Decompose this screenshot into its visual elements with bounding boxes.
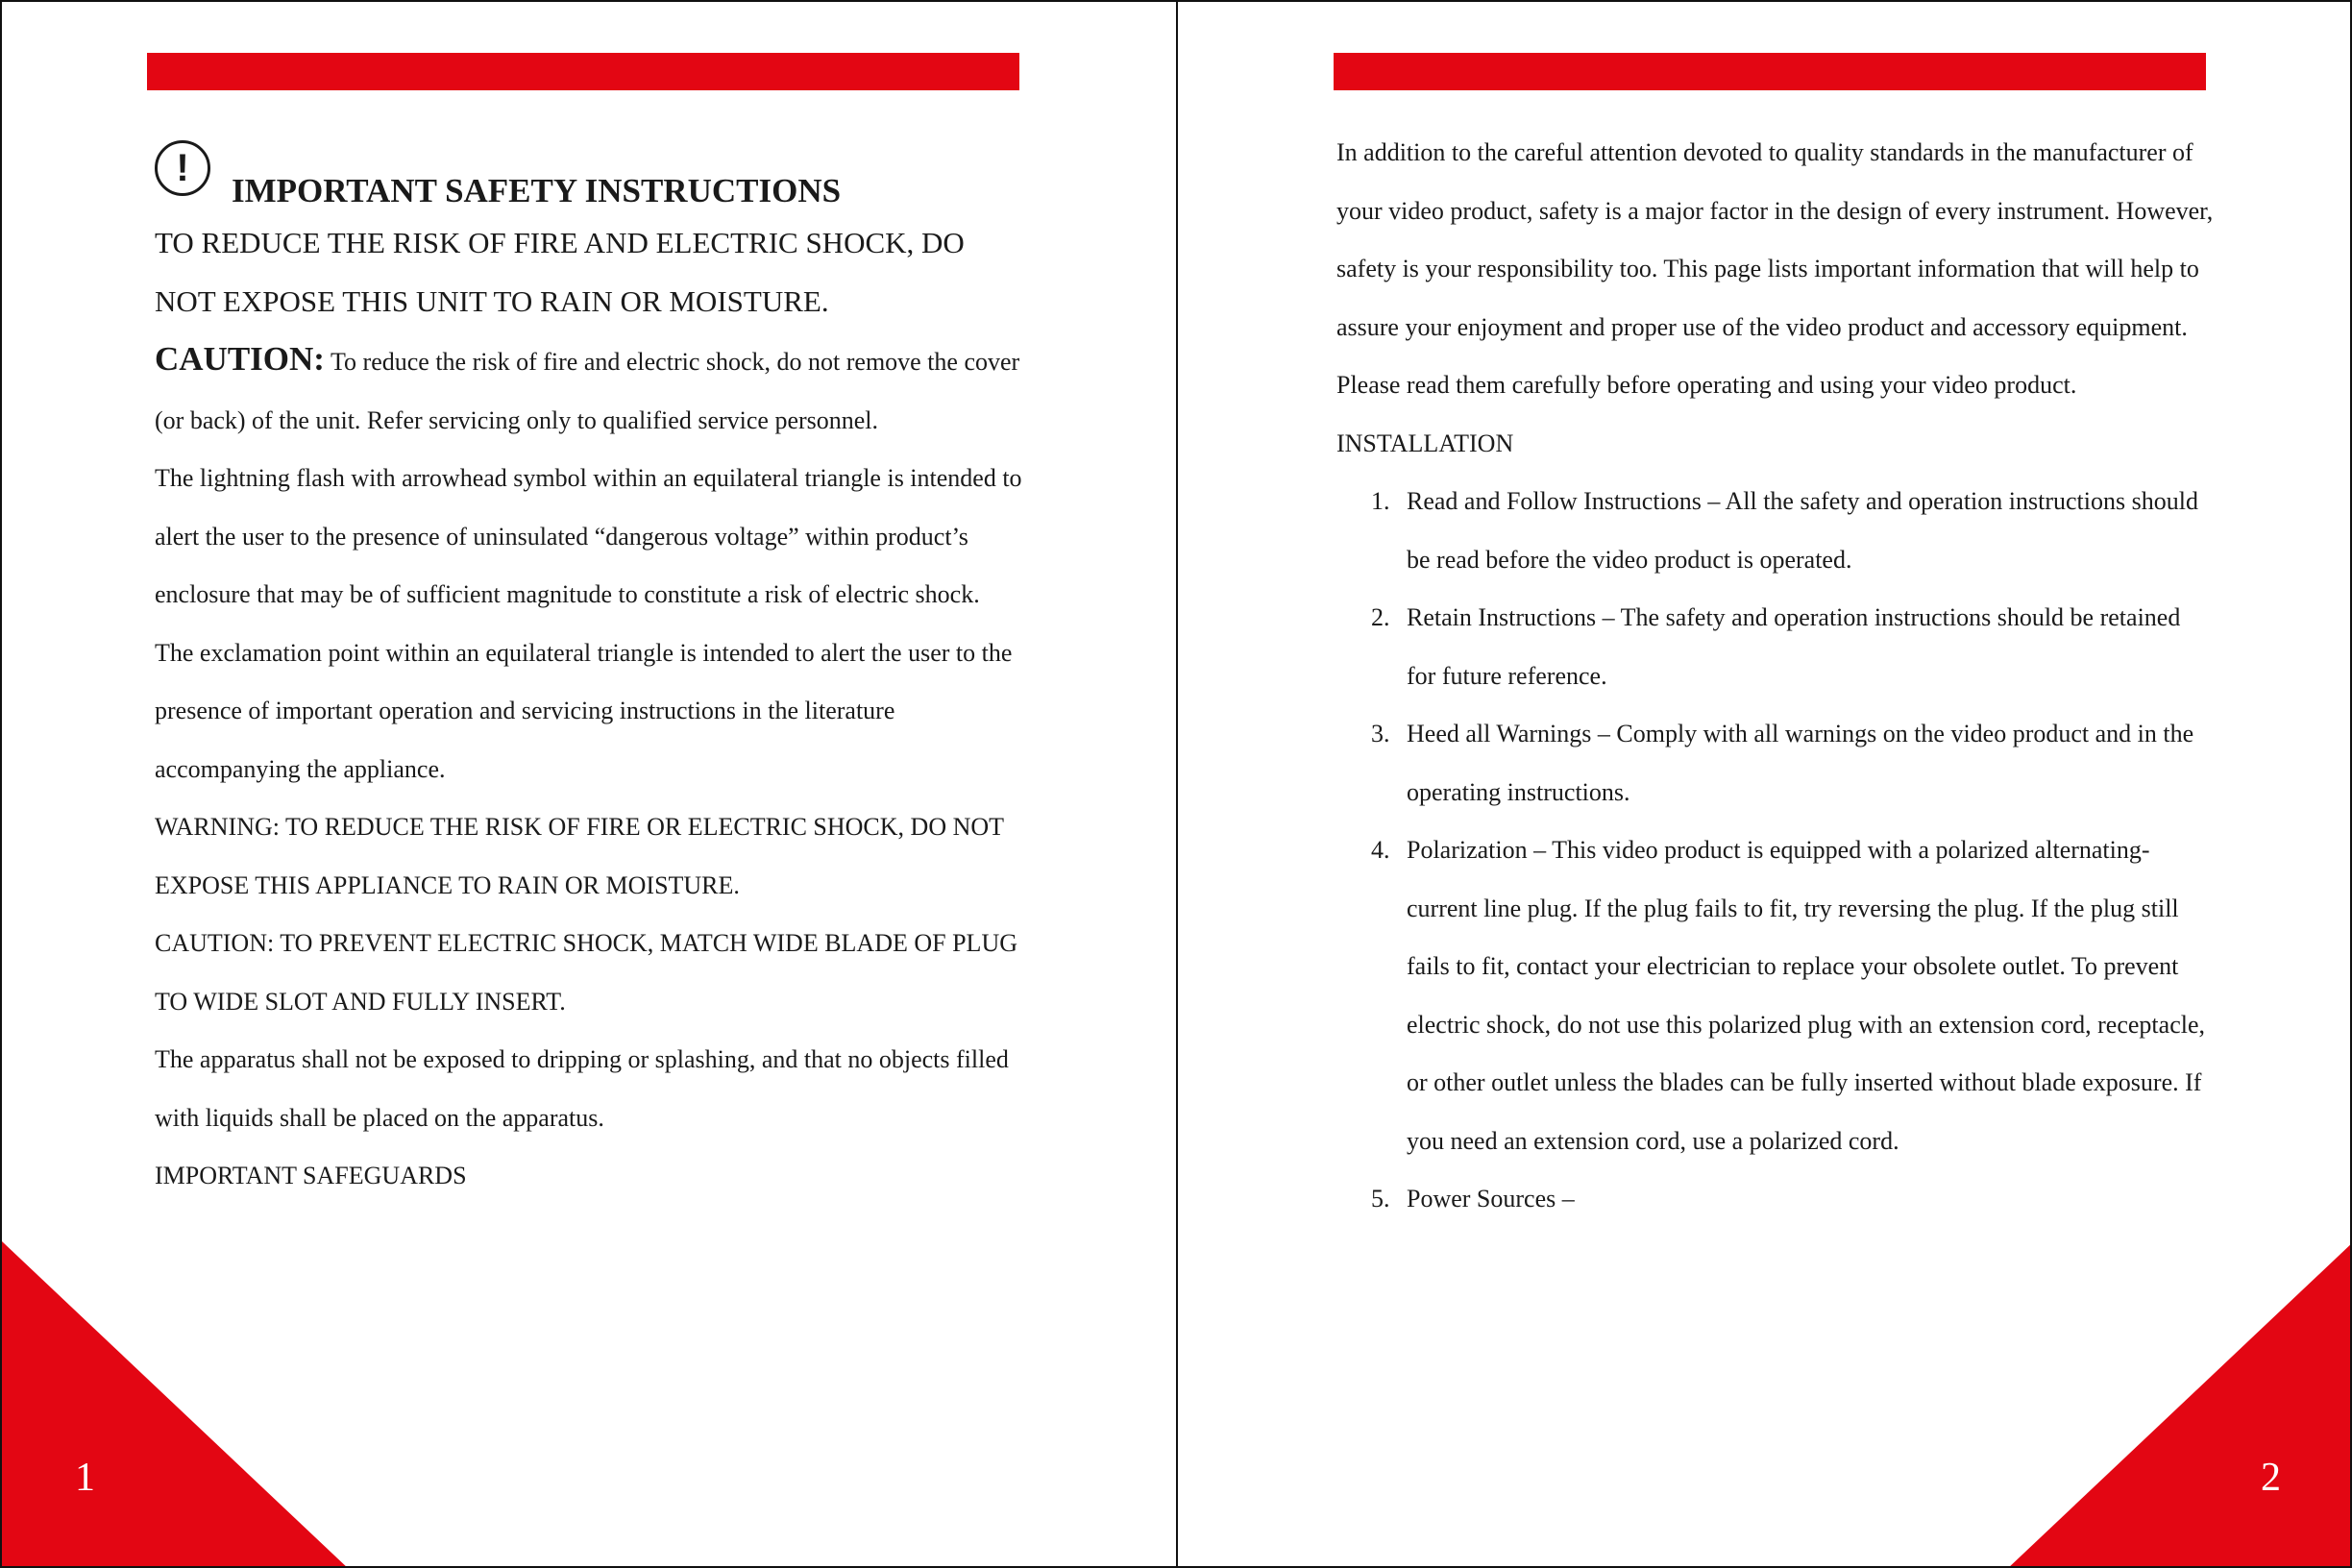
page-number: 1 <box>75 1456 95 1500</box>
list-item-text: Polarization – This video product is equipped with a polarized alternating-current line plug. If the plug fails to fit, try reversing the plug. If the plug still fails to fit, contact your electrician to replace your obsolete outlet. To prevent electric shock, do not use this polarized plug with an extension cord, receptacle, or other outlet unless the blades can be fully inserted without blade exposure. If you need an extension cord, use a polarized cord. <box>1407 836 2205 1155</box>
corner-red-triangle <box>2006 1241 2352 1568</box>
list-item-number: 3. <box>1371 720 1390 747</box>
list-item <box>1336 821 2216 1170</box>
list-item <box>1336 473 2216 589</box>
apparatus-paragraph: The apparatus shall not be exposed to dripping or splashing, and that no objects filled with liquids shall be placed on the apparatus. <box>155 1045 1009 1132</box>
header-red-bar <box>1334 53 2206 90</box>
caution-text: To reduce the risk of fire and electric shock, do not remove the cover (or back) of the unit. Refer servicing only to qualified service personnel. <box>155 348 1020 434</box>
caution-paragraph <box>155 331 1024 450</box>
list-item-number: 2. <box>1371 603 1390 631</box>
list-item-number: 5. <box>1371 1185 1390 1213</box>
corner-red-triangle <box>2 1241 350 1568</box>
title-row <box>155 136 1024 213</box>
right-page-content <box>1336 124 2216 1229</box>
caution-plug-paragraph: CAUTION: TO PREVENT ELECTRIC SHOCK, MATCH WIDE BLADE OF PLUG TO WIDE SLOT AND FULLY INSERT. <box>155 929 1017 1016</box>
lightning-paragraph: The lightning flash with arrowhead symbol within an equilateral triangle is intended to alert the user to the presence of uninsulated “dangerous voltage” within product’s enclosure that may be of sufficient magnitude to constitute a risk of electric shock. <box>155 464 1022 608</box>
page-right <box>1178 2 2352 1568</box>
list-item-number: 1. <box>1371 487 1390 515</box>
list-item-number: 4. <box>1371 836 1390 864</box>
rain-warning: TO REDUCE THE RISK OF FIRE AND ELECTRIC SHOCK, DO NOT EXPOSE THIS UNIT TO RAIN OR MOISTURE. <box>155 226 965 318</box>
installation-list <box>1336 473 2216 1229</box>
left-page-content <box>155 136 1024 1206</box>
list-item <box>1336 705 2216 821</box>
list-item-text: Read and Follow Instructions – All the safety and operation instructions should be read before the video product is operated. <box>1407 487 2198 574</box>
exclamation-paragraph: The exclamation point within an equilateral triangle is intended to alert the user to the presence of important operation and servicing instructions in the literature accompanying the appliance. <box>155 638 1013 783</box>
warning-paragraph: WARNING: TO REDUCE THE RISK OF FIRE OR ELECTRIC SHOCK, DO NOT EXPOSE THIS APPLIANCE TO RAIN OR MOISTURE. <box>155 813 1004 899</box>
list-item-text: Heed all Warnings – Comply with all warnings on the video product and in the operating instructions. <box>1407 720 2194 806</box>
safeguards-heading: IMPORTANT SAFEGUARDS <box>155 1162 467 1189</box>
list-item-text: Retain Instructions – The safety and operation instructions should be retained for future reference. <box>1407 603 2181 690</box>
intro-paragraph: In addition to the careful attention devoted to quality standards in the manufacturer of your video product, safety is a major factor in the design of every instrument. However, safety is your responsibility too. This page lists important information that will help to assure your enjoyment and proper use of the video product and accessory equipment. Please read them carefully before operating and using your video product. <box>1336 138 2214 399</box>
exclamation-circle-icon: ! <box>155 140 210 196</box>
page-left <box>2 2 1178 1568</box>
list-item <box>1336 1170 2216 1229</box>
list-item-text: Power Sources – <box>1407 1185 1575 1213</box>
caution-label: CAUTION: <box>155 340 325 378</box>
page-title: IMPORTANT SAFETY INSTRUCTIONS <box>232 172 842 209</box>
page-number: 2 <box>2261 1456 2281 1500</box>
installation-heading: INSTALLATION <box>1336 429 1514 457</box>
header-red-bar <box>147 53 1019 90</box>
list-item <box>1336 589 2216 705</box>
